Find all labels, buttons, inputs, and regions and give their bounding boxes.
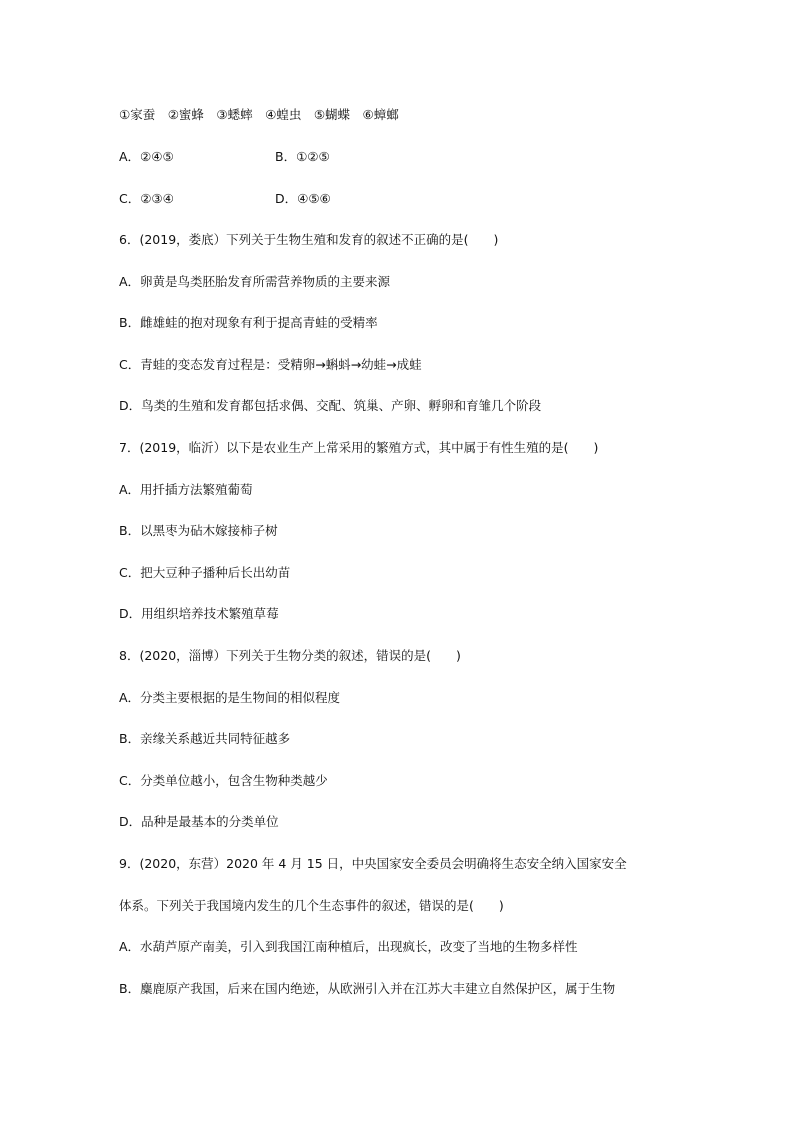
q8-stem: 8．(2020，淄博）下列关于生物分类的叙述，错误的是( ): [119, 648, 461, 663]
q5-option-c: C．②③④: [119, 191, 174, 206]
q5-option-a: A．②④⑤: [119, 149, 174, 164]
q7-stem: 7．(2019，临沂）以下是农业生产上常采用的繁殖方式，其中属于有性生殖的是( ): [119, 440, 599, 455]
q7-option-a: A．用扦插方法繁殖葡萄: [119, 482, 253, 497]
q8-option-a: A．分类主要根据的是生物间的相似程度: [119, 690, 341, 705]
q5-option-d: D．④⑤⑥: [275, 191, 331, 206]
q9-stem-line1: 9．(2020，东营）2020 年 4 月 15 日，中央国家安全委员会明确将生态安全纳入国家安全: [119, 856, 627, 871]
q5-items: ①家蚕 ②蜜蜂 ③蟋蟀 ④蝗虫 ⑤蝴蝶 ⑥蟑螂: [119, 107, 399, 122]
q9-option-b: B．麋鹿原产我国，后来在国内绝迹，从欧洲引入并在江苏大丰建立自然保护区，属于生物: [119, 981, 616, 996]
q8-option-b: B．亲缘关系越近共同特征越多: [119, 731, 291, 746]
q5-option-b: B．①②⑤: [275, 149, 330, 164]
q9-option-a: A．水葫芦原产南美，引入到我国江南种植后，出现疯长，改变了当地的生物多样性: [119, 939, 578, 954]
q6-option-a: A．卵黄是鸟类胚胎发育所需营养物质的主要来源: [119, 274, 391, 289]
q6-option-c: C．青蛙的变态发育过程是：受精卵→蝌蚪→幼蛙→成蛙: [119, 357, 422, 372]
q7-option-d: D．用组织培养技术繁殖草莓: [119, 606, 279, 621]
q6-stem: 6．(2019，娄底）下列关于生物生殖和发育的叙述不正确的是( ): [119, 232, 499, 247]
q6-option-b: B．雌雄蛙的抱对现象有利于提高青蛙的受精率: [119, 315, 378, 330]
q7-option-b: B．以黑枣为砧木嫁接柿子树: [119, 523, 278, 538]
q7-option-c: C．把大豆种子播种后长出幼苗: [119, 565, 291, 580]
q6-option-d: D．鸟类的生殖和发育都包括求偶、交配、筑巢、产卵、孵卵和育雏几个阶段: [119, 398, 542, 413]
q8-option-d: D．品种是最基本的分类单位: [119, 814, 279, 829]
q9-stem-line2: 体系。下列关于我国境内发生的几个生态事件的叙述，错误的是( ): [119, 898, 504, 913]
q8-option-c: C．分类单位越小，包含生物种类越少: [119, 773, 328, 788]
